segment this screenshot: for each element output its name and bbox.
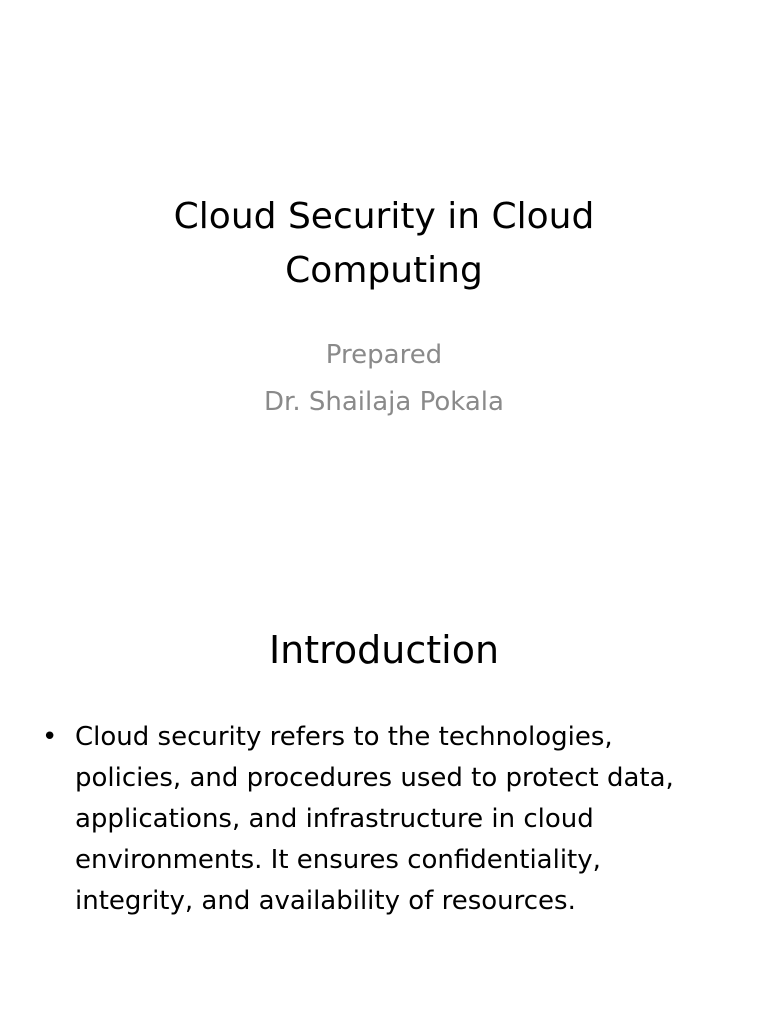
- bullet-list: [40, 717, 730, 922]
- bullet-item: [40, 717, 730, 922]
- slide-title-line: Cloud Security in Cloud: [173, 196, 595, 237]
- bullet-icon: •: [42, 722, 58, 752]
- bullet-text-line: applications, and infrastructure in cloud: [75, 804, 594, 834]
- bullet-text-line: policies, and procedures used to protect data,: [75, 763, 674, 793]
- bullet-text-line: Cloud security refers to the technologies,: [75, 722, 613, 752]
- slide-title-line: Computing: [285, 250, 483, 291]
- subtitle-author: Dr. Shailaja Pokala: [264, 387, 504, 417]
- bullet-text-line: integrity, and availability of resources.: [75, 886, 576, 916]
- subtitle-prepared: Prepared: [325, 340, 443, 370]
- slide-subtitle: [84, 332, 684, 426]
- bullet-text-line: environments. It ensures confidentiality,: [75, 845, 601, 875]
- introduction-slide: [0, 512, 768, 1024]
- slide-title: [84, 190, 684, 298]
- section-title: Introduction: [268, 628, 500, 672]
